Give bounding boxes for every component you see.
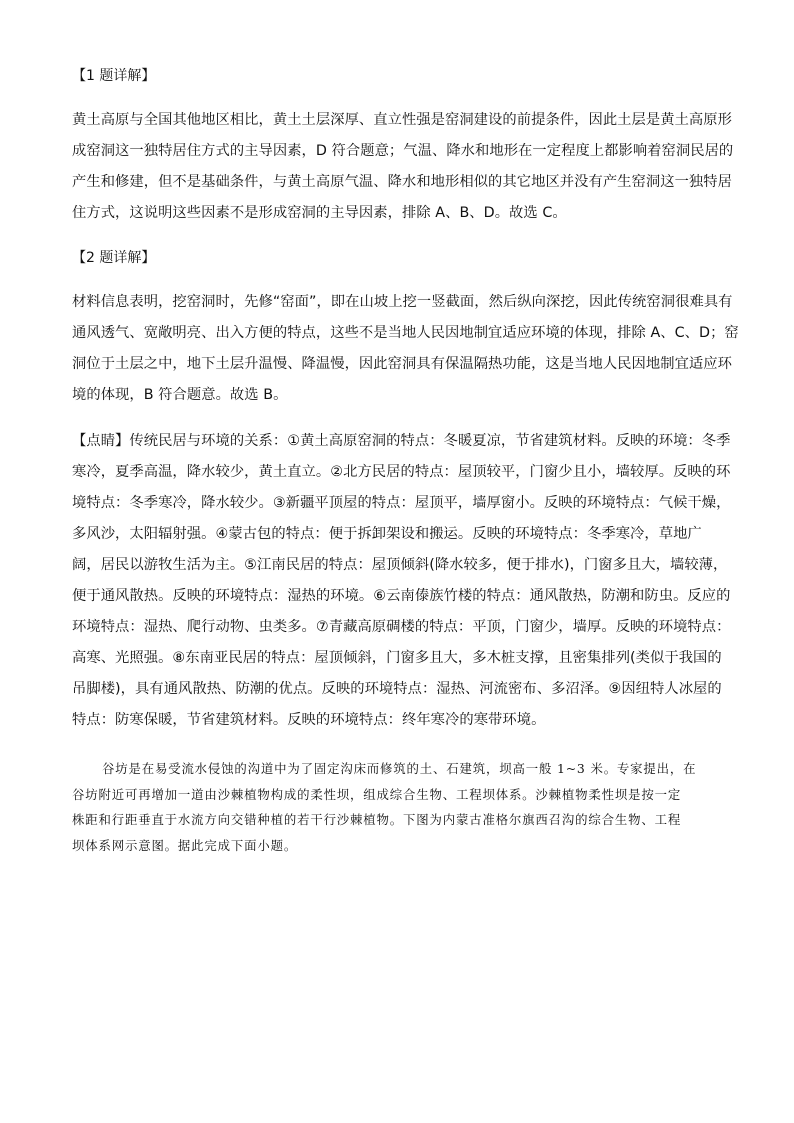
text-line: 【点睛】传统民居与环境的关系：①黄土高原窑洞的特点：冬暖夏凉，节省建筑材料。反映的环境：冬季 (72, 433, 731, 449)
text-line: 住方式，这说明这些因素不是形成窑洞的主导因素，排除 A、B、D。故选 C。 (72, 205, 567, 221)
text-line: 谷坊是在易受流水侵蚀的沟道中为了固定沟床而修筑的土、石建筑，坝高一般 1~3 米。专家提出，在 (102, 761, 697, 776)
text-line: 境的体现，B 符合题意。故选 B。 (72, 387, 288, 403)
text-line: 黄土高原与全国其他地区相比，黄土土层深厚、直立性强是窑洞建设的前提条件，因此土层是黄土高原形 (72, 112, 732, 128)
text-line: 吊脚楼)，具有通风散热、防潮的优点。反映的环境特点：湿热、河流密布、多沼泽。⑨因纽特人冰屋的 (72, 681, 722, 697)
text-line: 阔，居民以游牧生活为主。⑤江南民居的特点：屋顶倾斜(降水较多，便于排水)，门窗多且大，墙较薄， (72, 557, 728, 573)
text-line: 洞位于土层之中，地下土层升温慢、降温慢，因此窑洞具有保温隔热功能，这是当地人民因地制宜适应环 (72, 356, 732, 372)
text-line: 成窑洞这一独特居住方式的主导因素，D 符合题意；气温、降水和地形在一定程度上都影响着窑洞民居的 (72, 143, 734, 159)
text-line: 坝体系网示意图。据此完成下面小题。 (72, 837, 298, 853)
text-line: 寒冷，夏季高温，降水较少，黄土直立。②北方民居的特点：屋顶较平，门窗少且小，墙较厚。反映的环 (72, 464, 731, 480)
section2-heading: 【2 题详解】 (72, 250, 156, 266)
text-line: 通风透气、宽敞明亮、出入方便的特点，这些不是当地人民因地制宜适应环境的体现，排除 A、C、D；窑 (72, 325, 739, 341)
text-line: 特点：防寒保暖，节省建筑材料。反映的环境特点：终年寒冷的寒带环境。 (72, 712, 546, 728)
section2-paragraph (72, 287, 739, 411)
question-stem-paragraph (72, 756, 722, 858)
text-line: 高寒、光照强。⑧东南亚民居的特点：屋顶倾斜，门窗多且大，多木桩支撑，且密集排列(类似于我国的 (72, 650, 722, 666)
dianjing-paragraph (72, 426, 731, 736)
text-line: 株距和行距垂直于水流方向交错种植的若干行沙棘植物。下图为内蒙古准格尔旗西召沟的综合生物、工程 (72, 812, 682, 827)
section1-paragraph (72, 105, 734, 229)
section1-heading: 【1 题详解】 (72, 68, 156, 84)
text-line: 谷坊附近可再增加一道由沙棘植物构成的柔性坝，组成综合生物、工程坝体系。沙棘植物柔性坝是按一定 (72, 786, 682, 802)
text-line: 产生和修建，但不是基础条件，与黄土高原气温、降水和地形相似的其它地区并没有产生窑洞这一独特居 (72, 174, 732, 190)
text-line: 材料信息表明，挖窑洞时，先修“窑面”，即在山坡上挖一竖截面，然后纵向深挖，因此传统窑洞很难具有 (72, 294, 733, 310)
text-line: 便于通风散热。反映的环境特点：湿热的环境。⑥云南傣族竹楼的特点：通风散热，防潮和防虫。反应的 (72, 588, 731, 604)
text-line: 境特点：冬季寒冷，降水较少。③新疆平顶屋的特点：屋顶平，墙厚窗小。反映的环境特点：气候干燥， (72, 495, 731, 511)
text-line: 多风沙，太阳辐射强。④蒙古包的特点：便于拆卸架设和搬运。反映的环境特点：冬季寒冷，草地广 (72, 526, 702, 542)
text-line: 环境特点：湿热、爬行动物、虫类多。⑦青藏高原碉楼的特点：平顶，门窗少，墙厚。反映的环境特点： (72, 619, 731, 635)
